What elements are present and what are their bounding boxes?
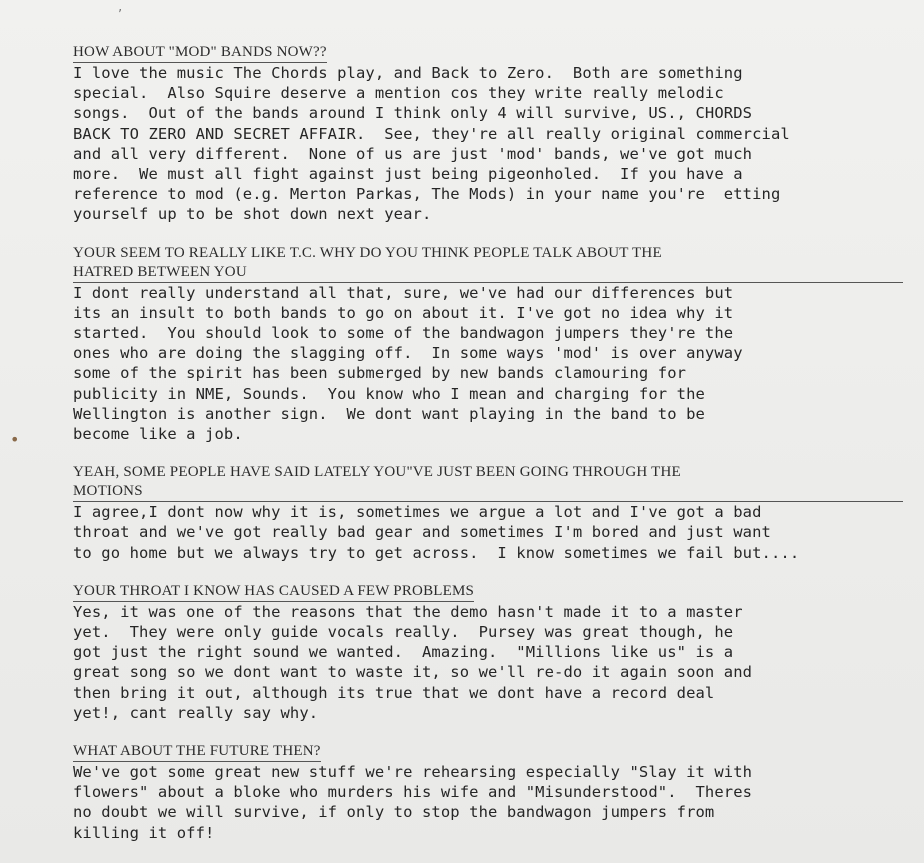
answer-line: special. Also Squire deserve a mention cos they write really melodic: [73, 84, 724, 103]
answer-line: its an insult to both bands to go on about it. I've got no idea why it: [73, 303, 734, 322]
question-line: HOW ABOUT "MOD" BANDS NOW??: [73, 43, 327, 63]
question-heading: [73, 463, 903, 502]
answer-text: [73, 762, 903, 843]
answer-line: become like a job.: [73, 425, 243, 444]
answer-text: [73, 602, 903, 723]
answer-line: got just the right sound we wanted. Amazing. "Millions like us" is a: [73, 643, 734, 662]
answer-line: to go home but we always try to get across. I know sometimes we fail but....: [73, 543, 800, 562]
answer-line: ones who are doing the slagging off. In some ways 'mod' is over anyway: [73, 344, 743, 363]
answer-line: Wellington is another sign. We dont want playing in the band to be: [73, 404, 705, 423]
answer-line: yet!, cant really say why.: [73, 703, 319, 722]
question-line: WHAT ABOUT THE FUTURE THEN?: [73, 742, 321, 762]
question-heading: [73, 742, 903, 762]
question-line: YEAH, SOME PEOPLE HAVE SAID LATELY YOU"VE JUST BEEN GOING THROUGH THE: [73, 464, 681, 481]
answer-line: yet. They were only guide vocals really. Pursey was great though, he: [73, 623, 734, 642]
answer-text: [73, 283, 903, 445]
answer-line: killing it off!: [73, 823, 215, 842]
answer-line: more. We must all fight against just being pigeonholed. If you have a: [73, 165, 743, 184]
answer-line: songs. Out of the bands around I think only 4 will survive, US., CHORDS: [73, 104, 753, 123]
question-line: YOUR THROAT I KNOW HAS CAUSED A FEW PROBLEMS: [73, 582, 474, 602]
answer-line: I dont really understand all that, sure, we've had our differences but: [73, 283, 734, 302]
answer-line: some of the spirit has been submerged by new bands clamouring for: [73, 364, 687, 383]
answer-line: flowers" about a bloke who murders his wife and "Misunderstood". Theres: [73, 783, 753, 802]
interview-section: [73, 244, 903, 445]
question-heading: [73, 43, 903, 63]
answer-line: I agree,I dont now why it is, sometimes we argue a lot and I've got a bad: [73, 503, 762, 522]
interview-section: [73, 742, 903, 843]
answer-line: Yes, it was one of the reasons that the demo hasn't made it to a master: [73, 602, 743, 621]
answer-text: [73, 502, 903, 563]
interview-text: [73, 43, 903, 862]
answer-text: [73, 63, 903, 225]
answer-line: great song so we dont want to waste it, so we'll re-do it again soon and: [73, 663, 753, 682]
interview-section: [73, 463, 903, 563]
question-line: MOTIONS: [73, 482, 903, 502]
stray-mark-left: •: [10, 430, 20, 449]
answer-line: We've got some great new stuff we're rehearsing especially "Slay it with: [73, 763, 753, 782]
answer-line: reference to mod (e.g. Merton Parkas, The Mods) in your name you're etting: [73, 185, 781, 204]
interview-section: [73, 582, 903, 723]
question-line: YOUR SEEM TO REALLY LIKE T.C. WHY DO YOU THINK PEOPLE TALK ABOUT THE: [73, 244, 662, 261]
answer-line: throat and we've got really bad gear and sometimes I'm bored and just want: [73, 523, 771, 542]
question-line: HATRED BETWEEN YOU: [73, 263, 903, 283]
answer-line: yourself up to be shot down next year.: [73, 205, 432, 224]
answer-line: no doubt we will survive, if only to stop the bandwagon jumpers from: [73, 803, 715, 822]
answer-line: BACK TO ZERO AND SECRET AFFAIR. See, they're all really original commercial: [73, 124, 790, 143]
question-heading: [73, 582, 903, 602]
stray-mark-top: ’: [118, 8, 123, 23]
interview-section: [73, 43, 903, 225]
answer-line: started. You should look to some of the bandwagon jumpers they're the: [73, 324, 734, 343]
answer-line: publicity in NME, Sounds. You know who I mean and charging for the: [73, 384, 705, 403]
answer-line: and all very different. None of us are just 'mod' bands, we've got much: [73, 144, 753, 163]
question-heading: [73, 244, 903, 283]
answer-line: then bring it out, although its true that we dont have a record deal: [73, 683, 715, 702]
answer-line: I love the music The Chords play, and Back to Zero. Both are something: [73, 64, 743, 82]
